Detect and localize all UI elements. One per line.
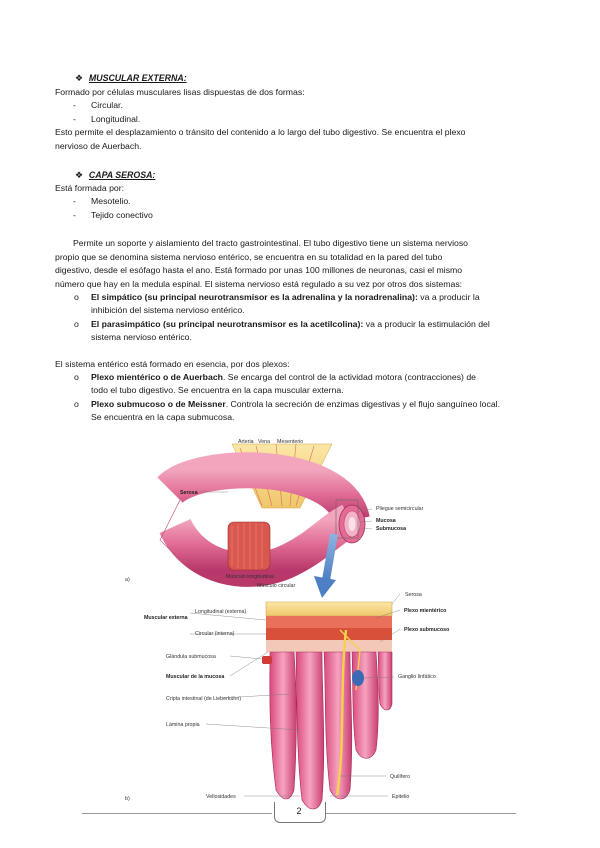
footer-rule-left — [82, 813, 272, 814]
enteric-intro: El sistema entérico está formado en esencia, por dos plexos: — [55, 359, 290, 369]
label-glandula: Glándula submucosa — [166, 654, 216, 660]
label-lamina: Lámina propia — [166, 722, 200, 728]
paragraph-line: Permite un soporte y aislamiento del tracto gastrointestinal. El tubo digestivo tiene un sistema nervioso — [73, 238, 469, 248]
muscular-intro: Formado por células musculares lisas dispuestas de dos formas: — [55, 87, 305, 97]
figure-label-b: b) — [125, 796, 130, 802]
label-arteria: Arteria — [238, 439, 254, 445]
diamond-bullet-icon: ❖ — [75, 73, 83, 83]
plexo-line: Plexo mientérico o de Auerbach. Se encarga del control de la actividad motora (contracciones) de — [91, 372, 477, 382]
label-mesenterio: Mesenterio — [277, 439, 304, 445]
figure-label-a: a) — [125, 577, 130, 583]
list-item: Mesotelio. — [91, 196, 131, 206]
section-heading-serosa: ❖ CAPA SEROSA: — [75, 170, 156, 180]
diamond-bullet-icon: ❖ — [75, 170, 83, 180]
label-epitelio: Epitelio — [392, 794, 410, 800]
dash-marker: - — [73, 210, 76, 220]
label-cripta: Cripta intestinal (de Lieberkühn) — [166, 696, 242, 702]
muscular-text-line: Esto permite el desplazamiento o tránsito del contenido a lo largo del tubo digestivo. Se encuentra el plexo — [55, 127, 466, 137]
dash-marker: - — [73, 100, 76, 110]
label-mucosa: Mucosa — [376, 518, 396, 524]
label-vellosidades: Vellosidades — [206, 794, 236, 800]
system-line: sistema nervioso entérico. — [91, 332, 192, 342]
serosa-intro: Está formada por: — [55, 183, 125, 193]
list-item: Longitudinal. — [91, 114, 141, 124]
dash-marker: - — [73, 196, 76, 206]
label-muscular-externa: Muscular externa — [144, 615, 188, 621]
paragraph-line: número que hay en la medula espinal. El sistema nervioso está regulado a su vez por otros dos sistemas: — [55, 279, 463, 289]
label-muscular-mucosa: Muscular de la mucosa — [166, 674, 225, 680]
footer-rule-right — [326, 813, 516, 814]
label-plexo-submucoso: Plexo submucoso — [404, 627, 450, 633]
label-submucosa: Submucosa — [376, 526, 407, 532]
plexo-line: Se encuentra en la capa submucosa. — [91, 412, 235, 422]
paragraph-line: propio que se denomina sistema nervioso entérico, se encuentra en su totalidad en la pared del tubo — [55, 252, 443, 262]
plexo-line: todo el tubo digestivo. Se encuentra en la capa muscular externa. — [91, 385, 344, 395]
label-serosa: Serosa — [180, 490, 198, 496]
label-plexo-mienterico: Plexo mientérico — [404, 608, 447, 614]
label-quilifero: Quilífero — [390, 774, 411, 780]
bullet-marker: o — [74, 372, 79, 382]
label-musculo-circular: Músculo circular — [257, 583, 296, 589]
system-line: El simpático (su principal neurotransmisor es la adrenalina y la noradrenalina): va a producir la — [91, 292, 480, 302]
system-line: El parasimpático (su principal neurotransmisor es la acetilcolina): va a producir la estimulación del — [91, 319, 490, 329]
list-item: Tejido conectivo — [91, 210, 153, 220]
section-heading-muscular: ❖ MUSCULAR EXTERNA: — [75, 73, 187, 83]
page-number: 2 — [296, 806, 302, 816]
intestine-diagram — [0, 430, 600, 830]
dash-marker: - — [73, 114, 76, 124]
bullet-marker: o — [74, 292, 79, 302]
label-ganglio: Ganglio linfático — [398, 674, 436, 680]
label-longitudinal: Longitudinal (externa) — [195, 609, 247, 615]
system-line: inhibición del sistema nervioso entérico. — [91, 305, 245, 315]
paragraph-line: digestivo, desde el esófago hasta el ano. Está formado por unas 100 millones de neuronas, casi el mismo — [55, 265, 463, 275]
label-vena: Vena — [258, 439, 271, 445]
wall-cross-section — [262, 602, 392, 809]
bullet-marker: o — [74, 319, 79, 329]
plexo-line: Plexo submucoso o de Meissner. Controla la secreción de enzimas digestivas y el flujo sanguíneo local. — [91, 399, 500, 409]
label-pliegue: Pliegue semicircular — [376, 506, 424, 512]
list-item: Circular. — [91, 100, 123, 110]
muscular-text-line: nervioso de Auerbach. — [55, 141, 142, 151]
label-musculo-longitudinal: Músculo longitudinal — [226, 574, 274, 580]
bullet-marker: o — [74, 399, 79, 409]
label-serosa-b: Serosa — [405, 592, 422, 598]
